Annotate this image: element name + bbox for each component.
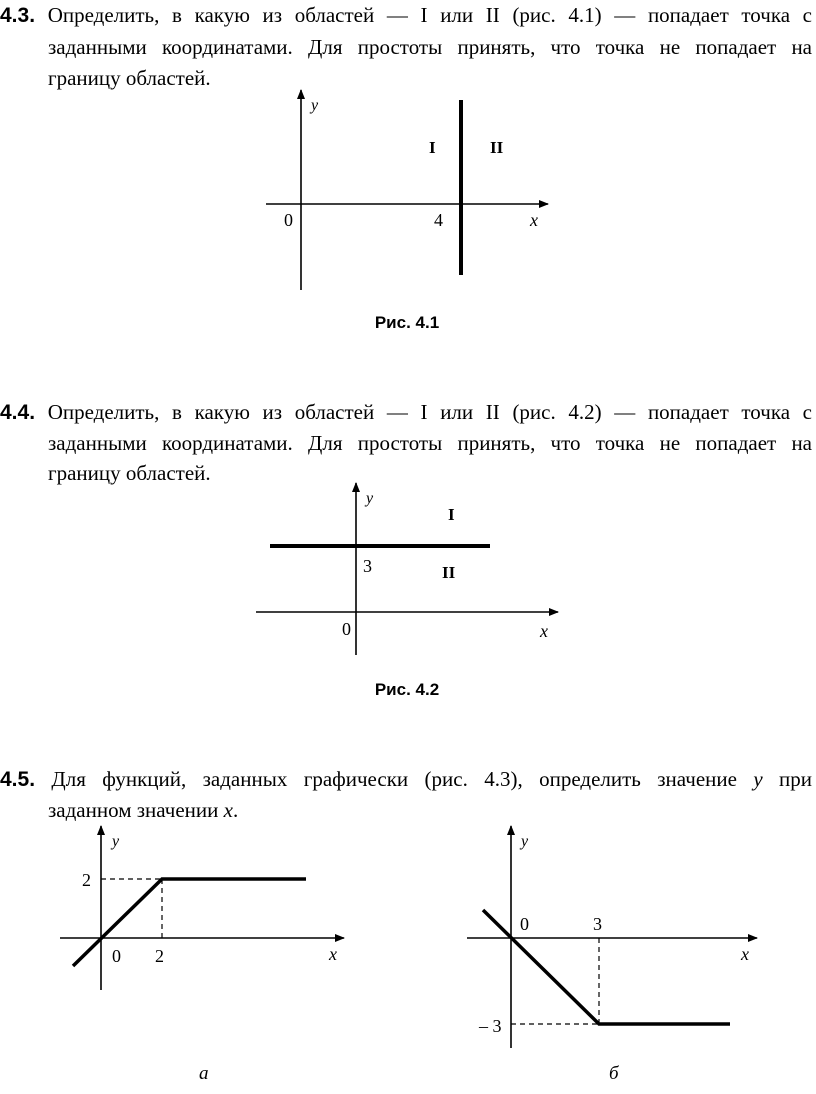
axis-label-x: x bbox=[329, 944, 337, 964]
tick-label: 3 bbox=[363, 556, 372, 576]
problem-number: 4.5. bbox=[0, 768, 36, 791]
x-tick-label: 2 bbox=[155, 946, 164, 966]
text-part: Для функций, заданных графически (рис. 4.3), определить значение bbox=[51, 767, 754, 791]
origin-label: 0 bbox=[284, 210, 293, 230]
variable-x: x bbox=[223, 798, 233, 822]
axis-label-y: y bbox=[311, 97, 319, 114]
problem-number: 4.3. bbox=[0, 4, 36, 27]
x-tick-label: 3 bbox=[593, 914, 602, 934]
region-label-ii: II bbox=[442, 563, 456, 582]
origin-label: 0 bbox=[112, 946, 121, 966]
axis-label-y: y bbox=[366, 490, 374, 507]
problem-4-4-line-2: заданными координатами. Для простоты принять, что точка не попадает на bbox=[48, 431, 812, 455]
text-part: заданном значении bbox=[48, 798, 224, 822]
figure-caption: Рис. 4.1 bbox=[374, 313, 440, 332]
y-tick-label: – 3 bbox=[479, 1016, 502, 1036]
axis-label-x: x bbox=[540, 621, 548, 641]
region-label-i: I bbox=[448, 505, 455, 524]
region-label-i: I bbox=[429, 138, 436, 157]
region-label-ii: II bbox=[490, 138, 504, 157]
problem-4-3-line-3: границу областей. bbox=[48, 66, 211, 90]
text-part: при bbox=[762, 767, 813, 791]
y-tick-label: 2 bbox=[82, 870, 91, 890]
axis-label-y: y bbox=[521, 833, 529, 850]
axis-label-y: y bbox=[112, 833, 120, 850]
subfigure-label: б bbox=[609, 1063, 619, 1084]
problem-4-3-line-2: заданными координатами. Для простоты принять, что точка не попадает на bbox=[48, 35, 812, 59]
problem-number: 4.4. bbox=[0, 401, 36, 424]
variable-y: y bbox=[753, 767, 763, 791]
subfigure-label: а bbox=[199, 1063, 209, 1084]
tick-label: 4 bbox=[434, 210, 443, 230]
origin-label: 0 bbox=[342, 619, 351, 639]
text-line: Определить, в какую из областей — I или II (рис. 4.2) — попадает точка с bbox=[47, 400, 813, 424]
axis-label-x: x bbox=[530, 210, 538, 230]
text-line: Определить, в какую из областей — I или II (рис. 4.1) — попадает точка с bbox=[47, 3, 813, 27]
figure-caption: Рис. 4.2 bbox=[374, 680, 440, 699]
text-part: . bbox=[232, 798, 239, 822]
problem-4-4-line-3: границу областей. bbox=[48, 461, 211, 485]
axis-label-x: x bbox=[741, 944, 749, 964]
origin-label: 0 bbox=[520, 914, 529, 934]
